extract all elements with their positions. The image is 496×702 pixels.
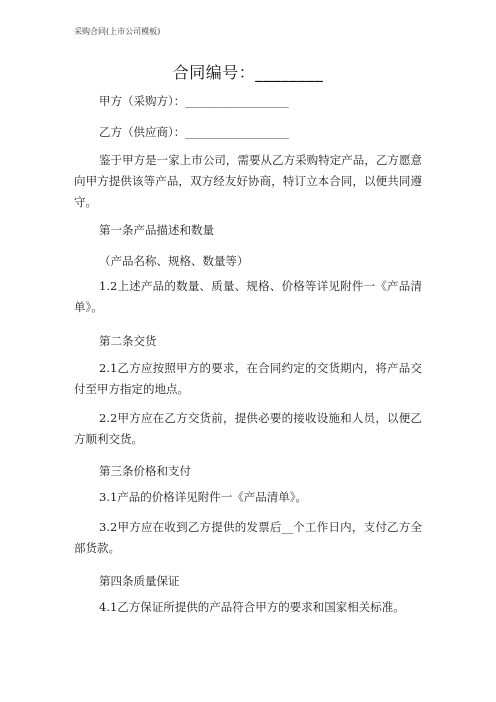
clause-2-1: 2.1乙方应按照甲方的要求，在合同约定的交货期内，将产品交付至甲方指定的地点。 bbox=[74, 361, 422, 396]
payment-days-blank: __ bbox=[281, 520, 294, 534]
clause-3-2-text-before: 3.2甲方应在收到乙方提供的发票后 bbox=[99, 520, 282, 534]
clause-1-2: 1.2上述产品的数量、质量、规格、价格等详见附件一《产品清单》。 bbox=[74, 279, 422, 314]
party-b-line: 乙方（供应商）：__________________ bbox=[99, 125, 289, 139]
clause-3-1: 3.1产品的价格详见附件一《产品清单》。 bbox=[99, 490, 308, 504]
clause-3-2-text-after: 个工作日内，支付乙方全部货款。 bbox=[74, 520, 422, 555]
preamble-paragraph: 鉴于甲方是一家上市公司，需要从乙方采购特定产品，乙方愿意向甲方提供该等产品，双方经友好协商，特订立本合同，以便共同遵守。 bbox=[74, 153, 422, 209]
clause-4-1: 4.1乙方保证所提供的产品符合甲方的要求和国家相关标准。 bbox=[99, 600, 405, 614]
article-1-note: （产品名称、规格、数量等） bbox=[99, 254, 249, 268]
article-2-heading: 第二条交货 bbox=[99, 334, 157, 348]
clause-3-2 bbox=[74, 517, 422, 559]
article-3-heading: 第三条价格和支付 bbox=[99, 464, 191, 478]
page-header: 采购合同(上市公司模板) bbox=[74, 27, 161, 36]
article-4-heading: 第四条质量保证 bbox=[99, 574, 180, 588]
party-a-line: 甲方（采购方）：__________________ bbox=[99, 94, 289, 108]
article-1-heading: 第一条产品描述和数量 bbox=[99, 223, 214, 237]
contract-number-title: 合同编号：________ bbox=[172, 63, 324, 82]
clause-2-2: 2.2甲方应在乙方交货前，提供必要的接收设施和人员，以便乙方顺利交货。 bbox=[74, 411, 422, 446]
